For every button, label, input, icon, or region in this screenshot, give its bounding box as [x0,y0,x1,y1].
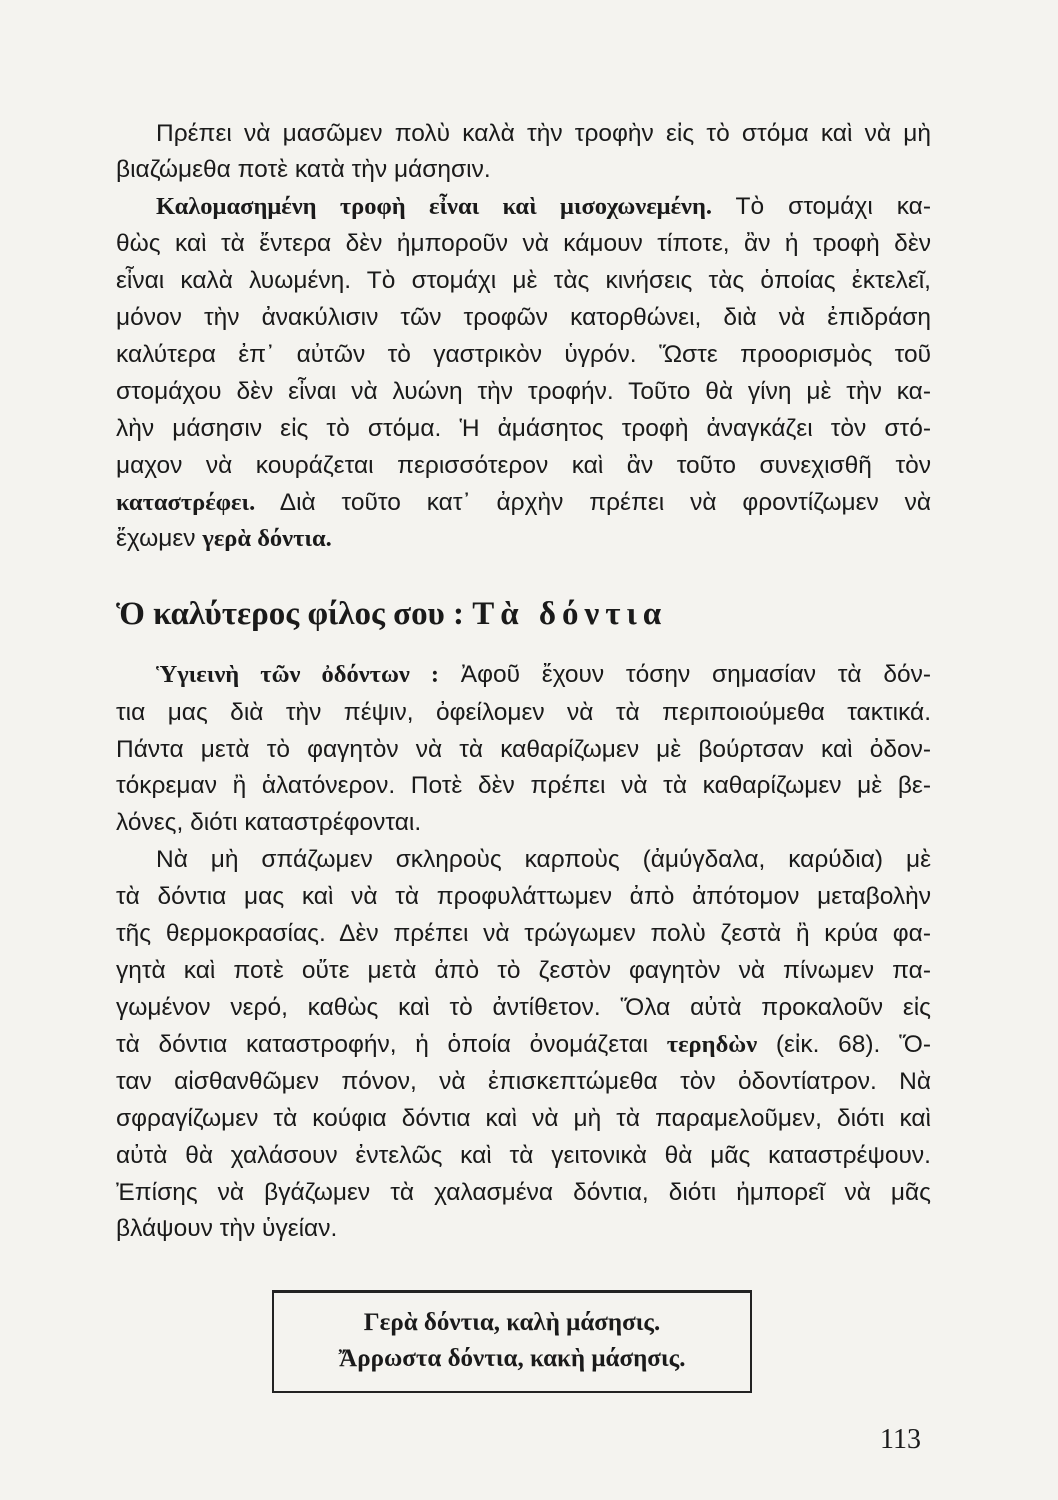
section-heading [116,592,667,636]
text-line: λόνες, διότι καταστρέφονται. [116,809,422,836]
motto-line-1: Γερὰ δόντια, καλὴ μάσησις. [363,1309,661,1336]
text-line [116,658,931,692]
text-line: τια μας διὰ τὴν πέψιν, ὀφείλομεν νὰ τὰ περιποιούμεθα τακτικά. [116,699,931,726]
text-line: μαχον νὰ κουράζεται περισσότερον καὶ ἂν τοῦτο συνεχισθῆ τὸν [116,452,931,479]
text-line: τόκρεμαν ἢ ἁλατόνερον. Ποτὲ δὲν πρέπει νὰ τὰ καθαρίζωμεν μὲ βε- [116,772,931,799]
page-number: 113 [880,1424,921,1455]
text-span: Ἀφοῦ ἔχουν τόσην σημασίαν τὰ δόν- [439,661,931,688]
text-line: ταν αἰσθανθῶμεν πόνον, νὰ ἐπισκεπτώμεθα τὸν ὀδοντίατρον. Νὰ [116,1068,931,1095]
text-line: Νὰ μὴ σπάζωμεν σκληροὺς καρποὺς (ἀμύγδαλα, καρύδια) μὲ [156,846,931,873]
text-line: Ἐπίσης νὰ βγάζωμεν τὰ χαλασμένα δόντια, διότι ἠμπορεῖ νὰ μᾶς [116,1179,931,1206]
bold-phrase: γερὰ δόντια. [202,525,332,552]
text-line: καλύτερα ἐπ᾽ αὐτῶν τὸ γαστρικὸν ὑγρόν. Ὥστε προορισμὸς τοῦ [116,341,931,368]
bold-phrase: Ὑγιεινὴ τῶν ὀδόντων : [156,661,440,688]
text-line: εἶναι καλὰ λυωμένη. Τὸ στομάχι μὲ τὰς κινήσεις τὰς ὁποίας ἐκτελεῖ, [116,267,931,294]
text-line: βιαζώμεθα ποτὲ κατὰ τὴν μάσησιν. [116,156,491,183]
text-line [116,1028,931,1062]
text-span: Τὸ στομάχι κα- [712,193,931,220]
text-line: βλάψουν τὴν ὑγείαν. [116,1215,338,1242]
text-line: στομάχου δὲν εἶναι νὰ λυώνη τὴν τροφήν. Τοῦτο θὰ γίνη μὲ τὴν κα- [116,378,931,405]
text-line: τὰ δόντια μας καὶ νὰ τὰ προφυλάττωμεν ἀπὸ ἀπότομον μεταβολὴν [116,883,931,910]
motto-box [272,1290,752,1393]
text-line: Πρέπει νὰ μασῶμεν πολὺ καλὰ τὴν τροφὴν εἰς τὸ στόμα καὶ νὰ μὴ [156,120,931,147]
text-line [116,486,931,520]
text-line: αὐτὰ θὰ χαλάσουν ἐντελῶς καὶ τὰ γειτονικὰ θὰ μᾶς καταστρέψουν. [116,1142,931,1169]
text-line: γητὰ καὶ ποτὲ οὔτε μετὰ ἀπὸ τὸ ζεστὸν φαγητὸν νὰ πίνωμεν πα- [116,957,931,984]
bold-phrase: τερηδὼν [666,1031,758,1058]
text-line: τῆς θερμοκρασίας. Δὲν πρέπει νὰ τρώγωμεν πολὺ ζεστὰ ἢ κρύα φα- [116,920,931,947]
bold-phrase: Καλομασημένη τροφὴ εἶναι καὶ μισοχωνεμένη. [156,193,713,220]
heading-part: Ὁ καλύτερος φίλος σου : [116,596,473,632]
text-line: Πάντα μετὰ τὸ φαγητὸν νὰ τὰ καθαρίζωμεν μὲ βούρτσαν καὶ ὀδον- [116,736,931,763]
text-span: (εἰκ. 68). Ὅ- [757,1031,931,1058]
text-span: τὰ δόντια καταστροφήν, ἡ ὁποία ὀνομάζεται [116,1031,667,1058]
text-line [116,522,931,556]
text-line: λὴν μάσησιν εἰς τὸ στόμα. Ἡ ἀμάσητος τροφὴ ἀναγκάζει τὸν στό- [116,415,931,442]
heading-part-spaced: Τὰ δόντια [472,596,668,632]
text-line: γωμένον νερό, καθὼς καὶ τὸ ἀντίθετον. Ὅλα αὐτὰ προκαλοῦν εἰς [116,994,931,1021]
text-line: σφραγίζωμεν τὰ κούφια δόντια καὶ νὰ μὴ τὰ παραμελοῦμεν, διότι καὶ [116,1105,931,1132]
text-span: Διὰ τοῦτο κατ᾽ ἀρχὴν πρέπει νὰ φροντίζωμεν νὰ [255,489,931,516]
text-line: θὼς καὶ τὰ ἔντερα δὲν ἠμποροῦν νὰ κάμουν τίποτε, ἂν ἡ τροφὴ δὲν [116,230,931,257]
text-line [116,190,931,224]
motto-line-2: Ἄρρωστα δόντια, κακὴ μάσησις. [338,1345,686,1372]
text-line: μόνον τὴν ἀνακύλισιν τῶν τροφῶν κατορθώνει, διὰ νὰ ἐπιδράση [116,304,931,331]
text-span: ἔχωμεν [116,525,203,552]
bold-phrase: καταστρέφει. [116,489,256,516]
